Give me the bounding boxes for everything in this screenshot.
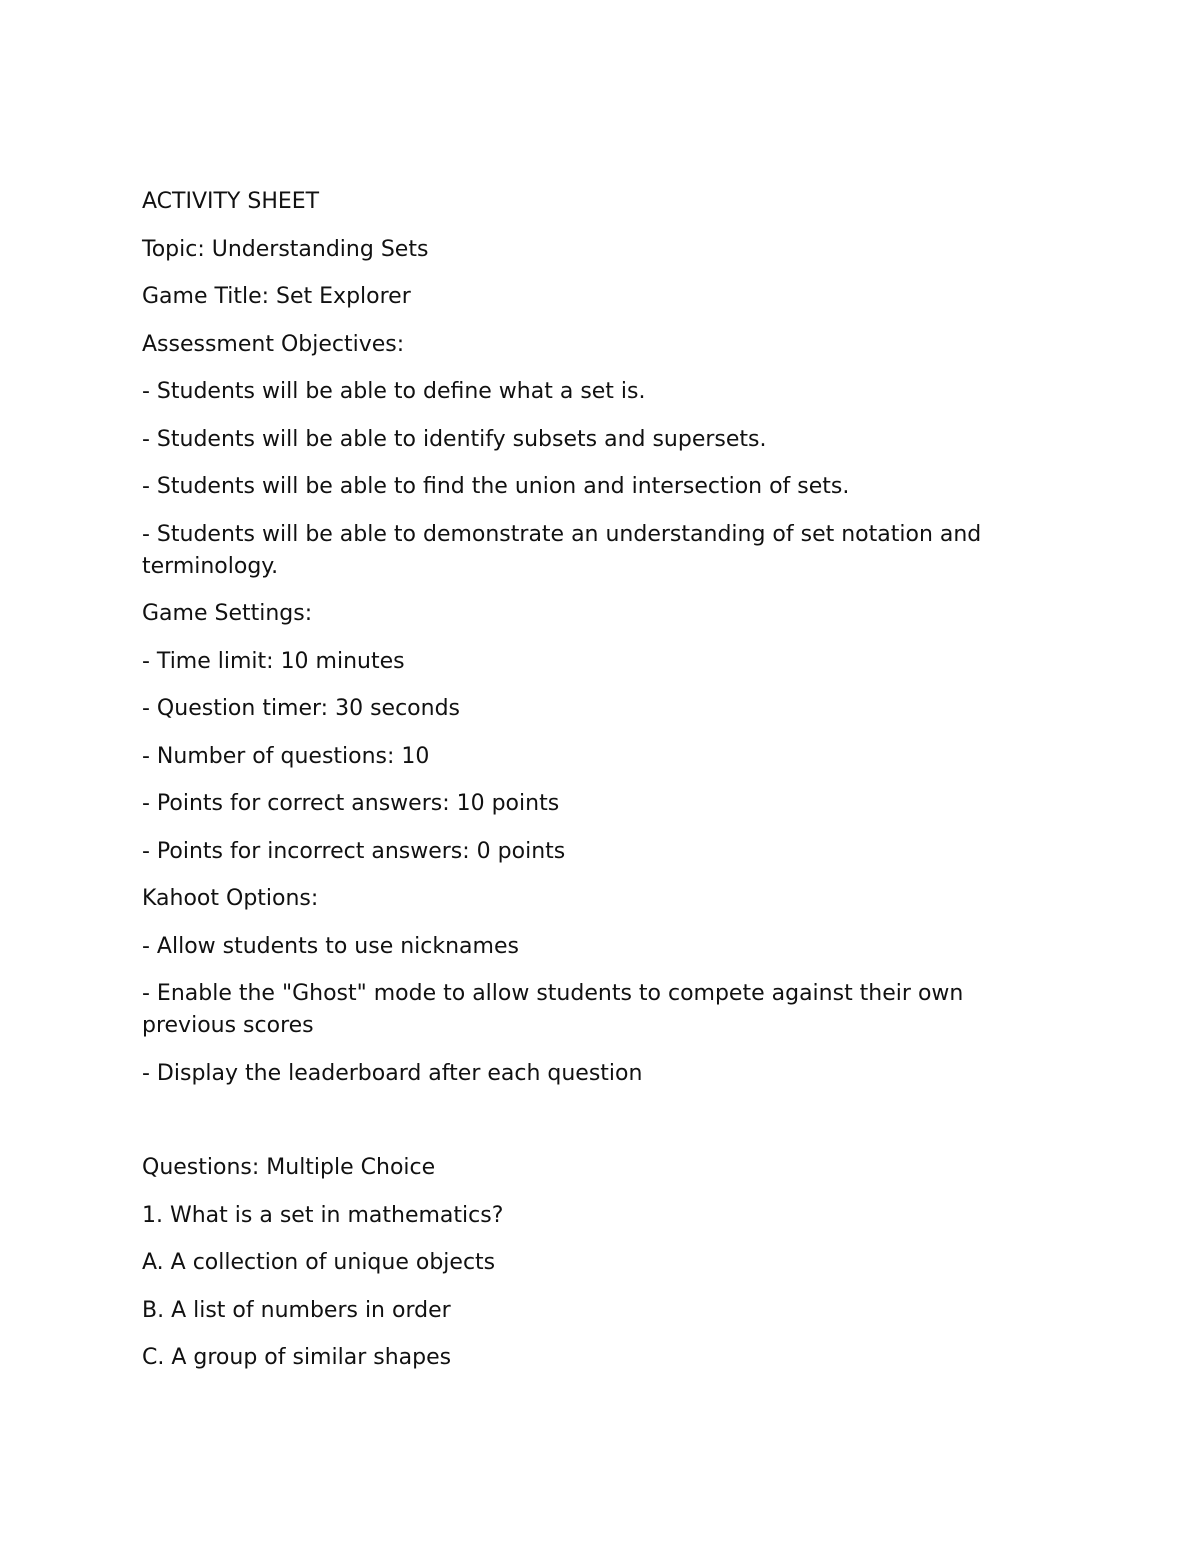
- setting-item: - Number of questions: 10: [142, 743, 430, 769]
- kahoot-option-item: - Allow students to use nicknames: [142, 933, 519, 959]
- assessment-objectives-heading: Assessment Objectives:: [142, 331, 405, 357]
- setting-item: - Time limit: 10 minutes: [142, 648, 405, 674]
- setting-item: - Points for correct answers: 10 points: [142, 791, 560, 816]
- setting-item: - Points for incorrect answers: 0 points: [142, 838, 566, 864]
- kahoot-option-item: - Enable the "Ghost" mode to allow students to compete against their own previous scores: [142, 981, 964, 1038]
- kahoot-option-item: - Display the leaderboard after each question: [142, 1060, 643, 1086]
- game-settings-heading: Game Settings:: [142, 601, 313, 626]
- document-title: ACTIVITY SHEET: [142, 189, 320, 214]
- objective-item: - Students will be able to find the union and intersection of sets.: [142, 474, 850, 499]
- objective-item: - Students will be able to define what a set is.: [142, 379, 646, 404]
- game-title-line: Game Title: Set Explorer: [142, 284, 411, 309]
- answer-option: B. A list of numbers in order: [142, 1297, 451, 1323]
- questions-heading: Questions: Multiple Choice: [142, 1155, 436, 1180]
- objective-item: - Students will be able to identify subsets and supersets.: [142, 426, 767, 452]
- blank-line: [142, 1105, 1052, 1152]
- topic-line: Topic: Understanding Sets: [142, 236, 429, 262]
- setting-item: - Question timer: 30 seconds: [142, 696, 461, 721]
- answer-option: C. A group of similar shapes: [142, 1345, 452, 1370]
- document-body: [142, 186, 1052, 1390]
- objective-item: - Students will be able to demonstrate an understanding of set notation and terminology.: [142, 521, 982, 579]
- kahoot-options-heading: Kahoot Options:: [142, 886, 319, 911]
- question-text: 1. What is a set in mathematics?: [142, 1202, 504, 1228]
- answer-option: A. A collection of unique objects: [142, 1250, 496, 1275]
